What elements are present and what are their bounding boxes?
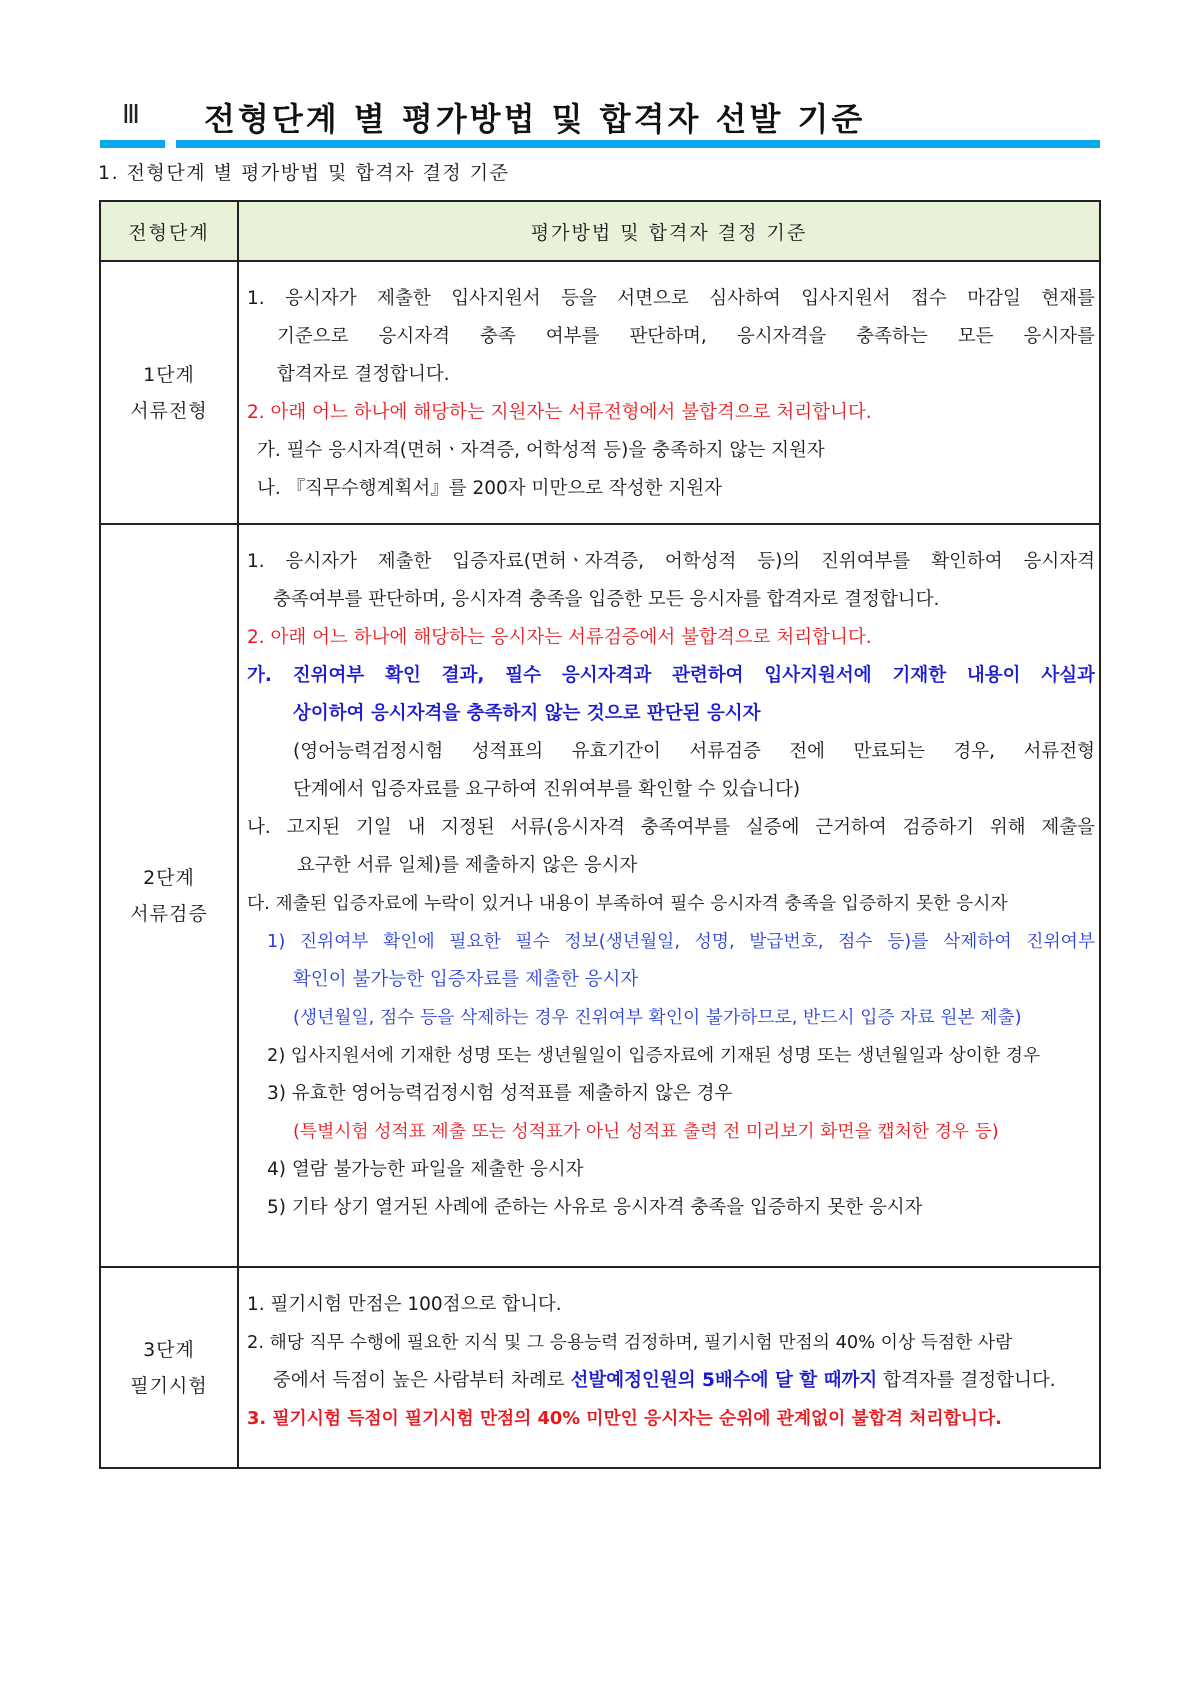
stage-cell — [100, 524, 238, 1267]
criteria-line: 2. 해당 직무 수행에 필요한 지식 및 그 응용능력 검정하며, 필기시험 만점의 40% 이상 득점한 사람 — [247, 1332, 1013, 1353]
stage-number: 2단계 — [143, 866, 195, 889]
criteria-emphasis: 선발예정인원의 5배수에 달 할 때까지 — [570, 1370, 878, 1391]
section-header — [100, 88, 1100, 148]
criteria-line: 4) 열람 불가능한 파일을 제출한 응시자 — [267, 1159, 584, 1180]
criteria-line: 1. 응시자가 제출한 입증자료(면허ㆍ자격증, 어학성적 등)의 진위여부를 확인하여 응시자격 — [247, 551, 1095, 572]
criteria-line: 나. 고지된 기일 내 지정된 서류(응시자격 충족여부를 실증에 근거하여 검증하기 위해 제출을 — [247, 817, 1095, 838]
column-header-criteria: 평가방법 및 합격자 결정 기준 — [238, 201, 1100, 261]
section-number: Ⅲ — [122, 100, 140, 130]
criteria-line: (영어능력검정시험 성적표의 유효기간이 서류검증 전에 만료되는 경우, 서류전형 — [293, 741, 1095, 762]
criteria-line: 합격자로 결정합니다. — [277, 364, 450, 385]
stage-name: 필기시험 — [130, 1374, 208, 1397]
criteria-line: 다. 제출된 입증자료에 누락이 있거나 내용이 부족하여 필수 응시자격 충족을 입증하지 못한 응시자 — [247, 893, 1008, 914]
criteria-line: 5) 기타 상기 열거된 사례에 준하는 사유로 응시자격 충족을 입증하지 못한 응시자 — [267, 1197, 923, 1218]
accent-bar-right — [176, 140, 1100, 148]
criteria-line-blue: 확인이 불가능한 입증자료를 제출한 응시자 — [293, 969, 639, 990]
criteria-line: 나. 『직무수행계획서』를 200자 미만으로 작성한 지원자 — [257, 478, 723, 499]
criteria-cell — [238, 524, 1100, 1267]
table-row-stage-1 — [100, 261, 1100, 524]
stage-number: 3단계 — [143, 1338, 195, 1361]
criteria-line-warning: 2. 아래 어느 하나에 해당하는 지원자는 서류전형에서 불합격으로 처리합니다. — [247, 402, 872, 423]
page-title: 전형단계 별 평가방법 및 합격자 선발 기준 — [204, 100, 866, 138]
criteria-line-warning: 2. 아래 어느 하나에 해당하는 응시자는 서류검증에서 불합격으로 처리합니다. — [247, 627, 872, 648]
stage-number: 1단계 — [143, 363, 195, 386]
criteria-cell — [238, 261, 1100, 524]
accent-bar-left — [100, 140, 165, 148]
column-header-stage: 전형단계 — [100, 201, 238, 261]
criteria-line: 1. 필기시험 만점은 100점으로 합니다. — [247, 1294, 562, 1315]
criteria-line: 단계에서 입증자료를 요구하여 진위여부를 확인할 수 있습니다) — [293, 779, 801, 800]
criteria-line: 충족여부를 판단하며, 응시자격 충족을 입증한 모든 응시자를 합격자로 결정합니다. — [273, 589, 940, 610]
criteria-line — [247, 1362, 1095, 1400]
table-row-stage-2 — [100, 524, 1100, 1267]
criteria-line: 2) 입사지원서에 기재한 성명 또는 생년월일이 입증자료에 기재된 성명 또는 생년월일과 상이한 경우 — [267, 1045, 1041, 1066]
criteria-cell — [238, 1267, 1100, 1468]
criteria-line-blue: (생년월일, 점수 등을 삭제하는 경우 진위여부 확인이 불가하므로, 반드시 입증 자료 원본 제출) — [293, 1007, 1022, 1028]
table-header-row — [100, 201, 1100, 261]
criteria-line-emphasis: 가. 진위여부 확인 결과, 필수 응시자격과 관련하여 입사지원서에 기재한 내용이 사실과 — [247, 665, 1095, 686]
table-row-stage-3 — [100, 1267, 1100, 1468]
criteria-text: 중에서 득점이 높은 사람부터 차례로 — [273, 1370, 571, 1391]
stage-name: 서류검증 — [130, 902, 208, 925]
criteria-line: 1. 응시자가 제출한 입사지원서 등을 서면으로 심사하여 입사지원서 접수 마감일 현재를 — [247, 288, 1095, 309]
criteria-line: 기준으로 응시자격 충족 여부를 판단하며, 응시자격을 충족하는 모든 응시자를 — [277, 326, 1095, 347]
stage-cell — [100, 1267, 238, 1468]
criteria-line-blue: 1) 진위여부 확인에 필요한 필수 정보(생년월일, 성명, 발급번호, 점수 등)를 삭제하여 진위여부 — [267, 931, 1095, 952]
criteria-line-emphasis: 상이하여 응시자격을 충족하지 않는 것으로 판단된 응시자 — [293, 703, 761, 724]
section-subtitle: 1. 전형단계 별 평가방법 및 합격자 결정 기준 — [98, 162, 510, 184]
stage-name: 서류전형 — [130, 399, 208, 422]
stage-cell — [100, 261, 238, 524]
criteria-table — [99, 200, 1101, 1469]
criteria-text: 합격자를 결정합니다. — [877, 1370, 1056, 1391]
criteria-line-warning: 3. 필기시험 득점이 필기시험 만점의 40% 미만인 응시자는 순위에 관계없이 불합격 처리합니다. — [247, 1408, 1002, 1429]
criteria-line: 3) 유효한 영어능력검정시험 성적표를 제출하지 않은 경우 — [267, 1083, 733, 1104]
criteria-line: 요구한 서류 일체)를 제출하지 않은 응시자 — [297, 855, 638, 876]
criteria-line: 가. 필수 응시자격(면허ㆍ자격증, 어학성적 등)을 충족하지 않는 지원자 — [257, 440, 825, 461]
criteria-line-red: (특별시험 성적표 제출 또는 성적표가 아닌 성적표 출력 전 미리보기 화면을 캡처한 경우 등) — [293, 1121, 999, 1142]
